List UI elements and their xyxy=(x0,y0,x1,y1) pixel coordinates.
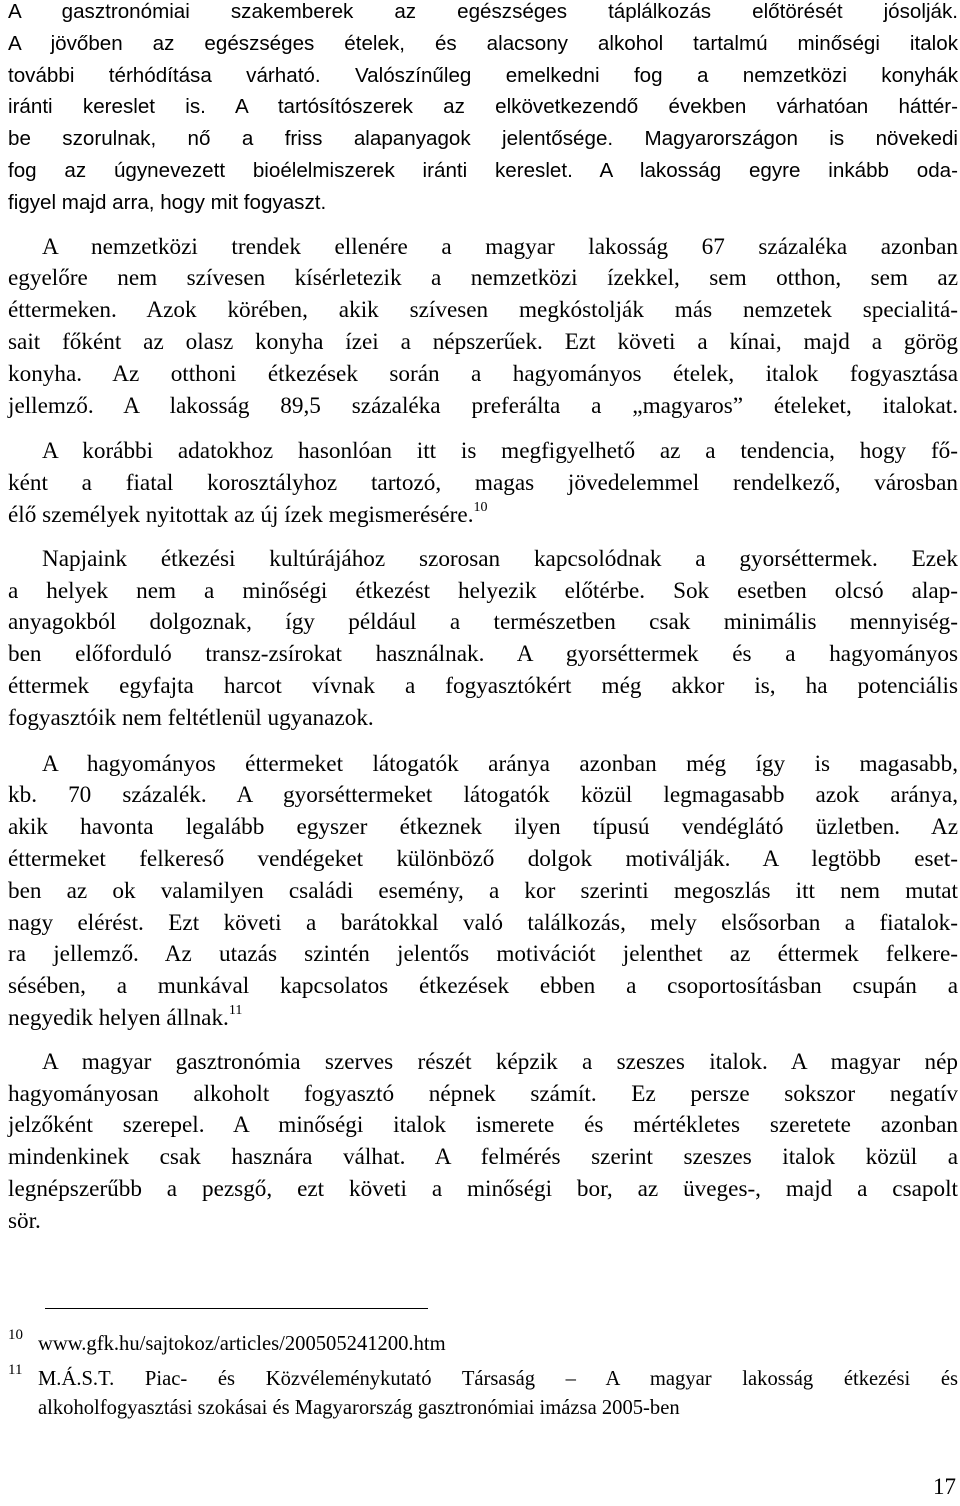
paragraph-alcohol xyxy=(8,1047,958,1238)
text-line: mindenkinek csak hasznára válhat. A felmérés szerint szeszes italok közül a xyxy=(8,1144,958,1171)
text-line: A nemzetközi trendek ellenére a magyar lakosság 67 százaléka azonban xyxy=(42,233,958,260)
text-line: ben előforduló transz-zsírokat használnak. A gyorséttermek és a hagyományos xyxy=(8,641,958,668)
footnote-text: M.Á.S.T. Piac- és Közvéleménykutató Társaság – A magyar lakosság étkezési és xyxy=(38,1367,958,1390)
text-line: fogyasztóik nem feltétlenül ugyanazok. xyxy=(8,704,374,731)
paragraph-trends xyxy=(8,232,958,423)
line-text: negyedik helyen állnak. xyxy=(8,1004,229,1031)
text-line: ben az ok valamilyen családi esemény, a kor szerinti megoszlás itt nem mutat xyxy=(8,877,958,904)
text-line: éttermeket felkereső vendégeket különböző dolgok motiválják. A legtöbb eset- xyxy=(8,845,958,872)
text-line: anyagokból dolgoznak, így például a természetben csak minimális mennyiség- xyxy=(8,609,958,636)
text-line xyxy=(8,500,958,532)
text-line: fog az úgynevezett bioélelmiszerek iránti kereslet. A lakosság egyre inkább oda- xyxy=(8,158,958,182)
text-line: egyelőre nem szívesen kísérletezik a nemzetközi ízekkel, sem otthon, sem az xyxy=(8,265,958,292)
text-line: Napjaink étkezési kultúrájához szorosan kapcsolódnak a gyorséttermek. Ezek xyxy=(42,545,958,572)
text-line: A korábbi adatokhoz hasonlóan itt is megfigyelhető az a tendencia, hogy fő- xyxy=(42,438,958,465)
footnote-text: alkoholfogyasztási szokásai és Magyarország gasztronómiai imázsa 2005-ben xyxy=(38,1397,680,1419)
text-line: figyel majd arra, hogy mit fogyaszt. xyxy=(8,190,327,214)
footnote-number: 11 xyxy=(8,1361,23,1378)
text-line: akik havonta legalább egyszer étkeznek ilyen típusú vendéglátó üzletben. Az xyxy=(8,814,958,841)
text-line: A jövőben az egészséges ételek, és alacsony alkohol tartalmú minőségi italok xyxy=(8,31,958,55)
intro-paragraph xyxy=(8,0,958,219)
document-page xyxy=(8,0,958,1237)
footnote-11 xyxy=(8,1361,958,1424)
paragraph-fastfood xyxy=(8,544,958,735)
footnote-separator xyxy=(45,1308,428,1309)
page-number: 17 xyxy=(933,1474,956,1499)
text-line xyxy=(8,1003,958,1035)
text-line: A magyar gasztronómia szerves részét képzik a szeszes italok. A magyar nép xyxy=(42,1048,958,1075)
text-line: ként a fiatal korosztályhoz tartozó, magas jövedelemmel rendelkező, városban xyxy=(8,470,958,497)
text-line: jelzőként szerepel. A minőségi italok ismerete és mértékletes szeretete azonban xyxy=(8,1112,958,1139)
line-text: élő személyek nyitottak az új ízek megismerésére. xyxy=(8,501,474,528)
text-line: konyha. Az otthoni étkezések során a hagyományos ételek, italok fogyasztása xyxy=(8,360,958,387)
text-line: a helyek nem a minőségi étkezést helyezik előtérbe. Sok esetben olcsó alap- xyxy=(8,577,958,604)
text-line: sésében, a munkával kapcsolatos étkezések ebben a csoportosításban csupán a xyxy=(8,973,958,1000)
text-line: további térhódítása várható. Valószínűleg emelkedni fog a nemzetközi konyhák xyxy=(8,63,958,87)
paragraph-tendency xyxy=(8,436,958,531)
text-line: hagyományosan alkoholt fogyasztó népnek számít. Ez persze sokszor negatív xyxy=(8,1080,958,1107)
text-line: A gasztronómiai szakemberek az egészséges táplálkozás előtörését jósolják. xyxy=(8,0,958,23)
text-line: sait főként az olasz konyha ízei a népszerűek. Ezt követi a kínai, majd a görög xyxy=(8,328,958,355)
text-line: kb. 70 százalék. A gyorséttermeket látogatók közül legmagasabb azok aránya, xyxy=(8,782,958,809)
text-line: be szorulnak, nő a friss alapanyagok jelentősége. Magyarországon is növekedi xyxy=(8,127,958,151)
footnote-ref[interactable]: 11 xyxy=(228,1003,243,1019)
paragraph-restaurants xyxy=(8,749,958,1035)
text-line: sör. xyxy=(8,1207,41,1234)
text-line: éttermeken. Azok körében, akik szívesen megkóstolják más nemzetek specialitá- xyxy=(8,297,958,324)
footnote-text[interactable]: www.gfk.hu/sajtokoz/articles/200505241200.htm xyxy=(38,1333,446,1355)
footnote-10 xyxy=(8,1327,958,1360)
text-line: iránti kereslet is. A tartósítószerek az elkövetkezendő években várhatóan háttér- xyxy=(8,95,958,119)
text-line: legnépszerűbb a pezsgő, ezt követi a minőségi bor, az üveges-, majd a csapolt xyxy=(8,1175,958,1202)
footnotes xyxy=(8,1327,958,1424)
text-line: A hagyományos éttermeket látogatók aránya azonban még így is magasabb, xyxy=(42,750,958,777)
text-line: jellemző. A lakosság 89,5 százaléka preferálta a „magyaros” ételeket, italokat. xyxy=(8,392,958,419)
text-line: nagy elérést. Ezt követi a barátokkal való találkozás, mely elsősorban a fiatalok- xyxy=(8,909,958,936)
footnote-ref[interactable]: 10 xyxy=(473,500,488,516)
text-line: éttermek egyfajta harcot vívnak a fogyasztókért még akkor is, ha potenciális xyxy=(8,672,958,699)
text-line: ra jellemző. Az utazás szintén jelentős motivációt jelenthet az éttermek felkere- xyxy=(8,941,958,968)
footnote-number: 10 xyxy=(8,1327,23,1343)
